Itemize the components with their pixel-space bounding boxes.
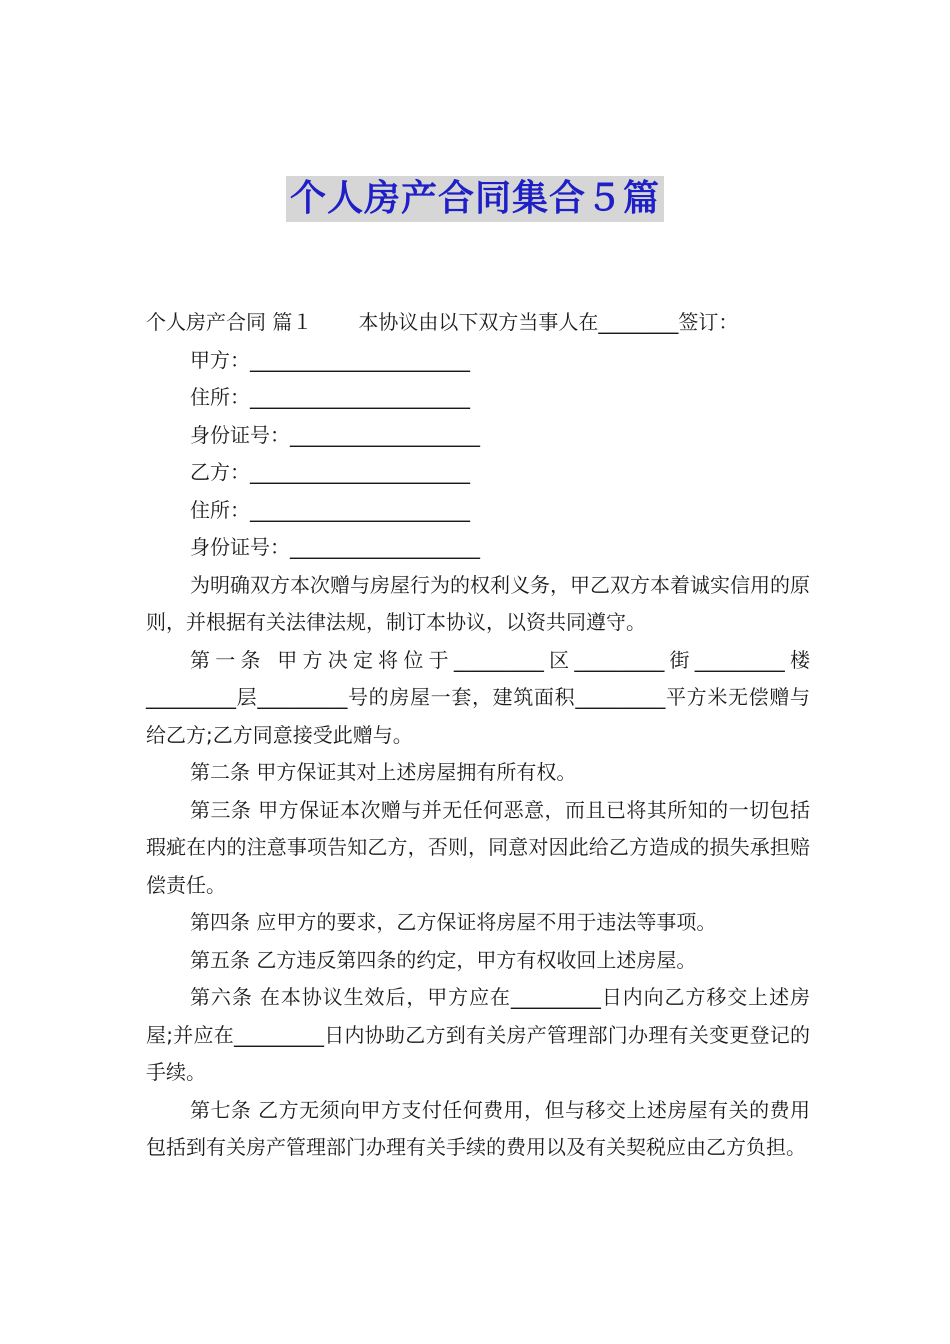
document-title: [0, 176, 950, 222]
preamble-paragraph: 为明确双方本次赠与房屋行为的权利义务，甲乙双方本着诚实信用的原则，并根据有关法律法规，制订本协议，以资共同遵守。: [146, 572, 810, 634]
party-a-id-field: 身份证号：___________________: [190, 422, 480, 447]
article-4-paragraph: 第四条 应甲方的要求，乙方保证将房屋不用于违法等事项。: [190, 910, 717, 934]
article-2-paragraph: 第二条 甲方保证其对上述房屋拥有所有权。: [190, 760, 577, 784]
party-a-address-field: 住所：______________________: [190, 385, 470, 409]
article-3-paragraph: 第三条 甲方保证本次赠与并无任何恶意，而且已将其所知的一切包括瑕疵在内的注意事项告知乙方，否则，同意对因此给乙方造成的损失承担赔偿责任。: [146, 797, 810, 897]
party-b-name-field: 乙方：______________________: [190, 460, 470, 484]
party-b-address-field: 住所：______________________: [190, 497, 470, 522]
contract-intro: 本协议由以下双方当事人在________签订：: [358, 310, 739, 334]
contract-section-label: 个人房产合同 篇１: [146, 310, 313, 334]
document-body: [146, 304, 810, 1167]
party-a-name-field: 甲方：______________________: [190, 347, 470, 372]
party-b-id-field: 身份证号：___________________: [190, 535, 480, 559]
contract-heading-line: [146, 304, 810, 342]
article-1-paragraph: 第一条 甲方决定将位于_________区_________街_________楼_________层_________号的房屋一套，建筑面积_________平方米无偿赠与给乙方;乙方同意接受此赠与。: [146, 647, 810, 747]
article-7-paragraph: 第七条 乙方无须向甲方支付任何费用，但与移交上述房屋有关的费用包括到有关房产管理部门办理有关手续的费用以及有关契税应由乙方负担。: [146, 1097, 810, 1159]
article-5-paragraph: 第五条 乙方违反第四条的约定，甲方有权收回上述房屋。: [190, 947, 697, 972]
document-title-text: 个人房产合同集合５篇: [286, 176, 664, 222]
article-6-paragraph: 第六条 在本协议生效后，甲方应在_________日内向乙方移交上述房屋;并应在_________日内协助乙方到有关房产管理部门办理有关变更登记的手续。: [146, 985, 810, 1084]
